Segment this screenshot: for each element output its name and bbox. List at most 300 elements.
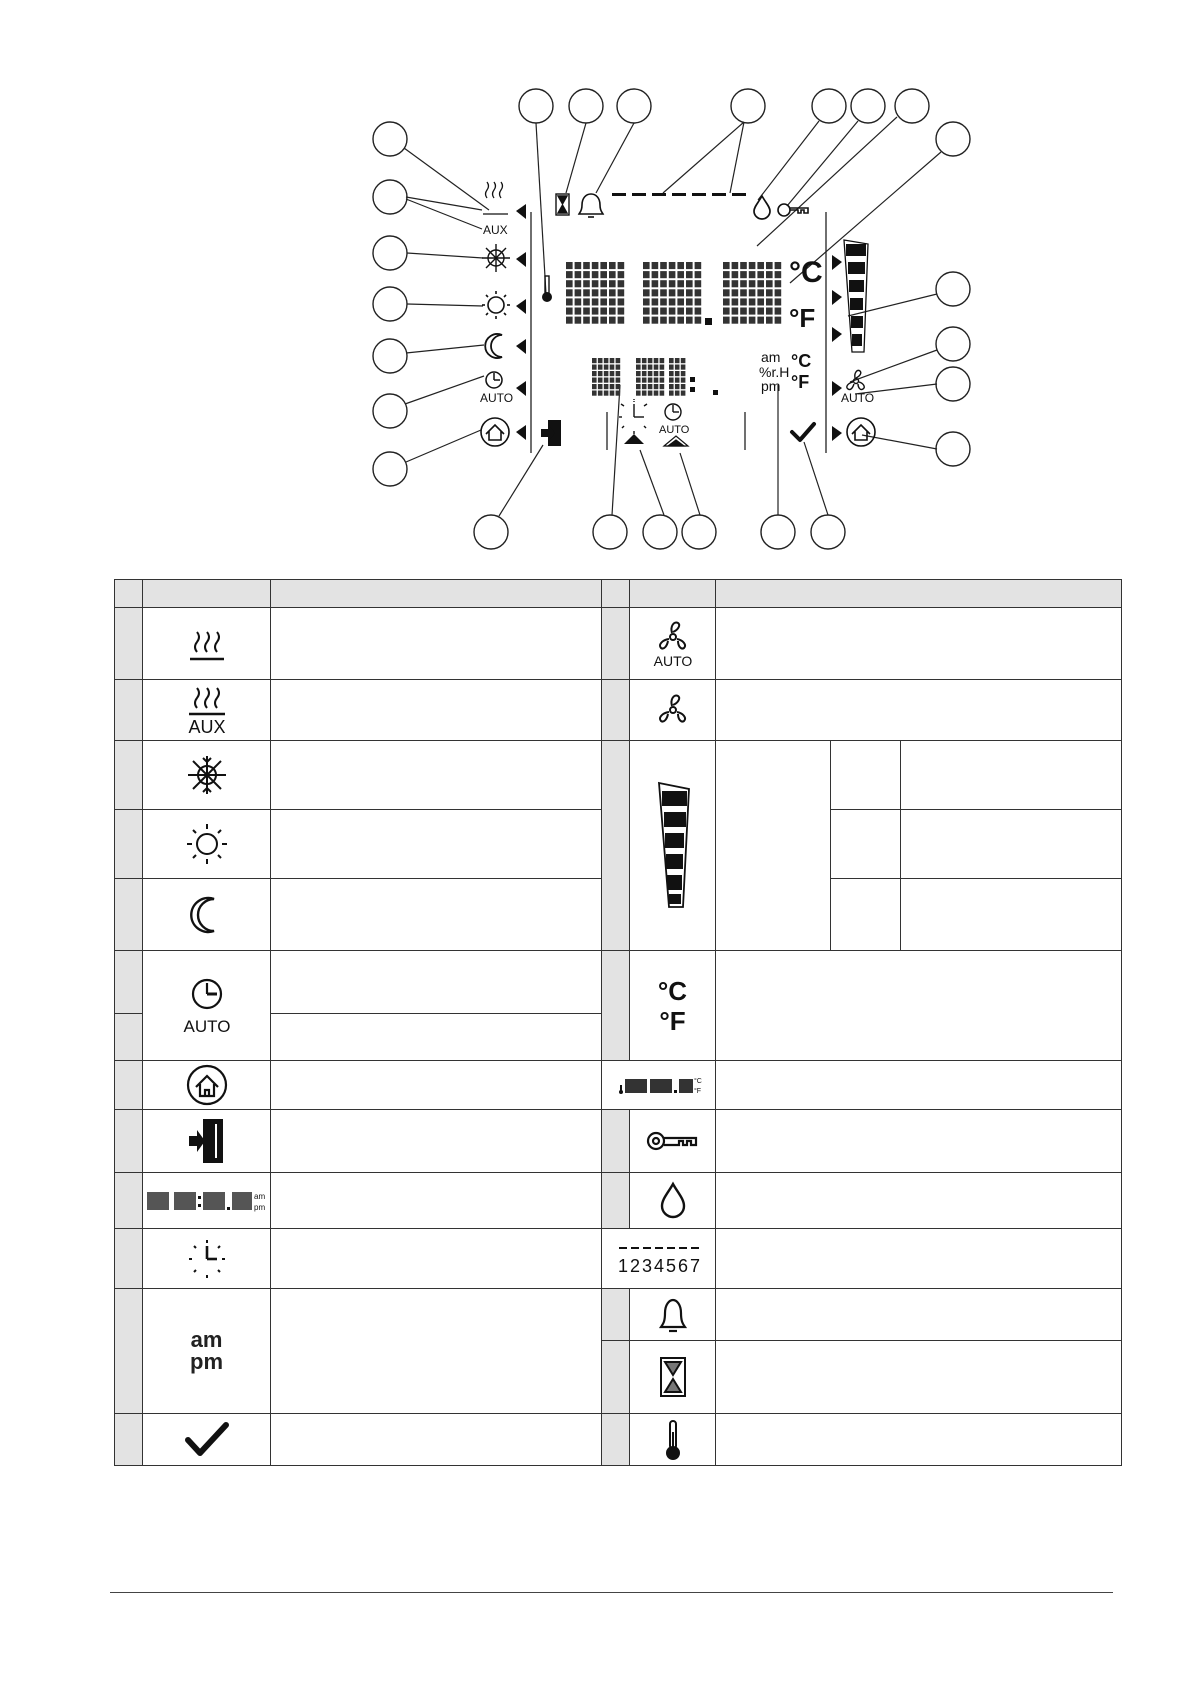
drop-icon: [754, 196, 770, 219]
lcd-segment: [757, 271, 764, 278]
callout-circle: [373, 452, 407, 486]
temperature-display-icon: [602, 1061, 716, 1110]
lcd-segment: [669, 280, 676, 287]
colon-bottom: [690, 387, 695, 392]
lcd-segment: [723, 308, 730, 315]
aux-heating-icon: [483, 182, 508, 220]
lcd-segment: [732, 280, 739, 287]
home-icon: [143, 1061, 271, 1110]
lcd-segment: [695, 262, 702, 269]
lcd-segment: [616, 365, 621, 370]
lcd-segment: [618, 317, 625, 324]
lcd-segment: [695, 317, 702, 324]
lcd-segment: [681, 384, 686, 389]
lcd-segment: [600, 280, 607, 287]
legend-description: [901, 879, 1122, 951]
lcd-segment: [648, 371, 653, 376]
lcd-segment: [660, 317, 667, 324]
decimal-point: [705, 318, 712, 325]
lcd-segment: [566, 271, 573, 278]
digits-text: 1234567: [617, 1255, 700, 1276]
legend-description: [716, 1173, 1122, 1229]
lcd-segment: [598, 365, 603, 370]
callout-circle: [569, 89, 603, 123]
lcd-segment: [643, 308, 650, 315]
auto-clock-icon: [143, 951, 271, 1061]
aux-text: AUX: [187, 717, 226, 737]
lcd-segment: [675, 365, 680, 370]
lcd-segment: [695, 298, 702, 305]
lcd-segment: [723, 289, 730, 296]
lcd-segment: [604, 365, 609, 370]
header-symbol: [630, 580, 716, 608]
row-number: [602, 1289, 630, 1341]
lcd-segment: [723, 262, 730, 269]
lcd-segment: [642, 391, 647, 396]
lcd-segment: [600, 308, 607, 315]
lcd-segment: [766, 271, 773, 278]
lcd-segment: [600, 317, 607, 324]
lcd-segment: [643, 298, 650, 305]
header-symbol: [143, 580, 271, 608]
row-number: [115, 1414, 143, 1466]
indicator-arrow-right: [832, 255, 842, 270]
lcd-segment: [732, 262, 739, 269]
mode-arrow-left: [516, 425, 526, 440]
table-row: [115, 608, 1122, 680]
lcd-segment: [660, 271, 667, 278]
lcd-segment: [652, 308, 659, 315]
row-number: [602, 1173, 630, 1229]
lcd-segment: [723, 298, 730, 305]
lcd-segment: [654, 358, 659, 363]
legend-description: [271, 810, 602, 879]
lcd-segment: [757, 262, 764, 269]
lcd-segment: [652, 280, 659, 287]
mode-arrow-left: [516, 204, 526, 219]
lcd-segment: [766, 308, 773, 315]
lcd-segment: [618, 289, 625, 296]
lcd-segment: [686, 271, 693, 278]
header-description: [716, 580, 1122, 608]
lcd-segment: [675, 384, 680, 389]
callout-circle: [373, 180, 407, 214]
legend-description: [716, 1061, 1122, 1110]
door-exit-icon: [541, 420, 561, 446]
clock-flash-icon: [619, 399, 647, 434]
auto-clock-small-icon: [665, 404, 681, 420]
callout-circle: [936, 122, 970, 156]
lcd-segment: [583, 308, 590, 315]
lcd-segment: [660, 289, 667, 296]
lcd-segment: [575, 280, 582, 287]
am-label: am: [190, 1327, 223, 1352]
legend-description: [271, 1110, 602, 1173]
table-row: [115, 1229, 1122, 1289]
lcd-segment: [604, 371, 609, 376]
legend-description: [716, 1110, 1122, 1173]
am-label: am: [761, 349, 781, 365]
legend-description: [716, 951, 1122, 1061]
lcd-segment: [654, 384, 659, 389]
lcd-segment: [669, 384, 674, 389]
lcd-segment: [642, 358, 647, 363]
lcd-segment: [660, 262, 667, 269]
lcd-segment: [609, 298, 616, 305]
callout-circle: [643, 515, 677, 549]
lcd-segment: [609, 317, 616, 324]
fan-auto-label: AUTO: [841, 391, 875, 405]
lcd-segment: [610, 365, 615, 370]
lcd-segment: [604, 391, 609, 396]
comfort-sun-icon: [143, 810, 271, 879]
lcd-segment: [648, 358, 653, 363]
header-num: [115, 580, 143, 608]
lcd-segment: [686, 317, 693, 324]
small-decimal: [713, 390, 718, 395]
fan-speed-level-1: [831, 741, 901, 810]
lcd-segment: [618, 308, 625, 315]
lcd-segment: [610, 358, 615, 363]
lcd-segment: [749, 262, 756, 269]
lcd-segment: [598, 391, 603, 396]
economy-moon-icon: [485, 334, 502, 358]
lcd-segment: [652, 262, 659, 269]
lcd-segment: [686, 280, 693, 287]
lcd-segment: [609, 271, 616, 278]
lcd-segment: [677, 317, 684, 324]
lcd-segment: [732, 317, 739, 324]
lcd-segment: [677, 271, 684, 278]
clock-set-arrow: [624, 434, 644, 444]
indicator-arrow-right: [832, 327, 842, 342]
lcd-segment: [675, 371, 680, 376]
main-fahrenheit-label: °F: [789, 303, 816, 333]
lcd-segment: [660, 365, 665, 370]
callout-circle: [936, 367, 970, 401]
legend-description: [271, 680, 602, 741]
row-number: [602, 741, 630, 951]
lcd-segment: [681, 391, 686, 396]
lcd-segment: [654, 391, 659, 396]
lcd-segment: [575, 271, 582, 278]
lcd-segment: [592, 298, 599, 305]
lcd-segment: [652, 317, 659, 324]
legend-description: [271, 608, 602, 680]
lcd-segment: [604, 378, 609, 383]
mode-arrow-left: [516, 339, 526, 354]
lcd-segment: [592, 358, 597, 363]
row-number: [115, 1289, 143, 1414]
lcd-segment: [669, 262, 676, 269]
row-number: [115, 608, 143, 680]
lcd-segment: [648, 365, 653, 370]
lcd-segment: [575, 298, 582, 305]
callout-circle: [519, 89, 553, 123]
lcd-segment: [652, 289, 659, 296]
f-text: °F: [693, 1088, 701, 1095]
table-row: [115, 680, 1122, 741]
key-icon: [630, 1110, 716, 1173]
legend-description: [271, 1061, 602, 1110]
lcd-segment: [600, 298, 607, 305]
table-row: [115, 1110, 1122, 1173]
lcd-segment: [648, 391, 653, 396]
lcd-segment: [583, 289, 590, 296]
fan-auto-icon: [630, 608, 716, 680]
cooling-snowflake-sun-icon: [482, 244, 510, 272]
lcd-segment: [669, 358, 674, 363]
lcd-segment: [636, 384, 641, 389]
clock-flash-icon: [143, 1229, 271, 1289]
lcd-segment: [732, 298, 739, 305]
lcd-segment: [695, 289, 702, 296]
lcd-segment: [660, 280, 667, 287]
hourglass-icon: [556, 194, 569, 215]
table-row: [115, 1173, 1122, 1229]
lcd-segment: [723, 317, 730, 324]
callout-circle: [373, 122, 407, 156]
legend-description: [271, 1414, 602, 1466]
callout-circle: [373, 236, 407, 270]
lcd-segment: [609, 289, 616, 296]
table-row: [115, 1289, 1122, 1341]
legend-description: [716, 680, 1122, 741]
lcd-segment: [610, 391, 615, 396]
economy-moon-icon: [143, 879, 271, 951]
lcd-segment: [618, 298, 625, 305]
callout-circle: [811, 515, 845, 549]
drop-icon: [630, 1173, 716, 1229]
row-number: [602, 951, 630, 1061]
lcd-segment: [616, 378, 621, 383]
lcd-segment: [566, 317, 573, 324]
legend-description: [716, 1414, 1122, 1466]
lcd-segment: [648, 378, 653, 383]
callout-circle: [593, 515, 627, 549]
row-number: [115, 1061, 143, 1110]
lcd-segment: [669, 365, 674, 370]
lcd-segment: [669, 271, 676, 278]
lcd-segment: [686, 289, 693, 296]
lcd-segment: [723, 280, 730, 287]
lcd-segment: [604, 358, 609, 363]
row-number: [602, 1414, 630, 1466]
c-text: °C: [693, 1078, 702, 1085]
callout-circle: [731, 89, 765, 123]
lcd-segment: [592, 378, 597, 383]
lcd-segment: [677, 308, 684, 315]
am-text: am: [253, 1191, 265, 1201]
callout-circle: [761, 515, 795, 549]
lcd-segment: [642, 365, 647, 370]
lcd-segment: [675, 391, 680, 396]
auto-clock-icon: [486, 372, 502, 388]
lcd-segment: [583, 271, 590, 278]
bell-icon: [579, 194, 603, 217]
table-row: [115, 1061, 1122, 1110]
lcd-segment: [660, 384, 665, 389]
pm-label: pm: [761, 378, 781, 394]
lcd-segment: [669, 298, 676, 305]
door-exit-icon: [143, 1110, 271, 1173]
lcd-segment: [757, 308, 764, 315]
legend-description: [271, 1173, 602, 1229]
lcd-segment: [598, 384, 603, 389]
lcd-segment: [592, 371, 597, 376]
lcd-segment: [575, 308, 582, 315]
aux-label: AUX: [483, 223, 508, 237]
lcd-segment: [566, 262, 573, 269]
lcd-segment: [604, 384, 609, 389]
legend-description: [901, 810, 1122, 879]
legend-description: [716, 1289, 1122, 1341]
lcd-segment: [740, 262, 747, 269]
main-temperature-digits: [566, 262, 781, 324]
auto-label: AUTO: [480, 391, 514, 405]
legend-description: [271, 879, 602, 951]
lcd-segment: [740, 308, 747, 315]
time-segments-icon: [143, 1173, 271, 1229]
lcd-segment: [669, 308, 676, 315]
lcd-segment: [575, 289, 582, 296]
mode-arrow-left: [516, 299, 526, 314]
lcd-segment: [583, 280, 590, 287]
lcd-segment: [749, 280, 756, 287]
lcd-segment: [643, 262, 650, 269]
lcd-segment: [618, 280, 625, 287]
small-fahrenheit-label: °F: [791, 372, 810, 392]
auto-text: AUTO: [183, 1016, 230, 1036]
lcd-segment: [660, 358, 665, 363]
lcd-segment: [686, 308, 693, 315]
callout-circle: [373, 394, 407, 428]
lcd-segment: [643, 289, 650, 296]
lcd-segment: [598, 371, 603, 376]
lcd-segment: [643, 271, 650, 278]
lcd-segment: [749, 308, 756, 315]
lcd-segment: [616, 384, 621, 389]
lcd-segment: [681, 378, 686, 383]
callout-circle: [373, 339, 407, 373]
lcd-segment: [695, 308, 702, 315]
small-celsius-label: °C: [791, 351, 812, 371]
lcd-segment: [660, 391, 665, 396]
lcd-segment: [681, 365, 686, 370]
lcd-segment: [669, 317, 676, 324]
lcd-segment: [732, 308, 739, 315]
lcd-segment: [642, 378, 647, 383]
key-icon: [778, 204, 808, 216]
lcd-segment: [583, 262, 590, 269]
row-number: [115, 1110, 143, 1173]
row-number: [115, 680, 143, 741]
header-description: [271, 580, 602, 608]
double-arrow: [664, 436, 688, 446]
rh-label: %r.H: [759, 364, 790, 380]
row-number: [115, 810, 143, 879]
symbol-legend-table: [114, 579, 1122, 1466]
fan-speed-bars: [844, 240, 868, 352]
row-number: [602, 1341, 630, 1414]
lcd-segment: [669, 391, 674, 396]
lcd-segment: [652, 271, 659, 278]
lcd-display-diagram: [0, 0, 1190, 570]
lcd-segment: [766, 289, 773, 296]
lcd-segment: [775, 317, 782, 324]
row-number: [115, 951, 143, 1014]
lcd-segment: [610, 371, 615, 376]
lcd-segment: [609, 308, 616, 315]
lcd-segment: [740, 271, 747, 278]
lcd-segment: [592, 365, 597, 370]
lcd-segment: [648, 384, 653, 389]
lcd-segment: [675, 378, 680, 383]
lcd-segment: [636, 378, 641, 383]
lcd-segment: [575, 317, 582, 324]
lcd-segment: [592, 308, 599, 315]
header-num: [602, 580, 630, 608]
lcd-segment: [575, 262, 582, 269]
lcd-segment: [592, 317, 599, 324]
colon-top: [690, 377, 695, 382]
lcd-segment: [643, 317, 650, 324]
legend-description: [271, 741, 602, 810]
lcd-segment: [654, 378, 659, 383]
fan-speed-bars-icon: [630, 741, 716, 951]
lcd-segment: [677, 280, 684, 287]
row-number: [115, 1173, 143, 1229]
lcd-segment: [616, 358, 621, 363]
lcd-segment: [592, 391, 597, 396]
lcd-segment: [618, 262, 625, 269]
lcd-segment: [583, 298, 590, 305]
lcd-segment: [636, 358, 641, 363]
lcd-segment: [677, 298, 684, 305]
lcd-segment: [686, 298, 693, 305]
hourglass-icon: [630, 1341, 716, 1414]
fan-icon: [630, 680, 716, 741]
lcd-segment: [681, 358, 686, 363]
callout-circle: [373, 287, 407, 321]
home-icon-right: [847, 418, 875, 446]
lcd-segment: [609, 280, 616, 287]
lcd-segment: [749, 317, 756, 324]
home-icon: [481, 418, 509, 446]
legend-description: [716, 1341, 1122, 1414]
fahrenheit-text: °F: [659, 1005, 686, 1036]
weekday-bars: [612, 193, 746, 196]
lcd-segment: [669, 289, 676, 296]
lcd-segment: [566, 308, 573, 315]
lcd-segment: [723, 271, 730, 278]
legend-description: [271, 1014, 602, 1061]
lcd-segment: [732, 289, 739, 296]
am-pm-icon: [143, 1289, 271, 1414]
lcd-segment: [660, 298, 667, 305]
weekdays-icon: [602, 1229, 716, 1289]
bell-icon: [630, 1289, 716, 1341]
lcd-segment: [766, 298, 773, 305]
lcd-segment: [598, 358, 603, 363]
clock-humidity-digits: [592, 358, 685, 396]
lcd-segment: [654, 371, 659, 376]
mode-arrow-left: [516, 381, 526, 396]
lcd-segment: [592, 280, 599, 287]
lcd-segment: [618, 271, 625, 278]
lcd-segment: [600, 262, 607, 269]
callout-circle: [851, 89, 885, 123]
